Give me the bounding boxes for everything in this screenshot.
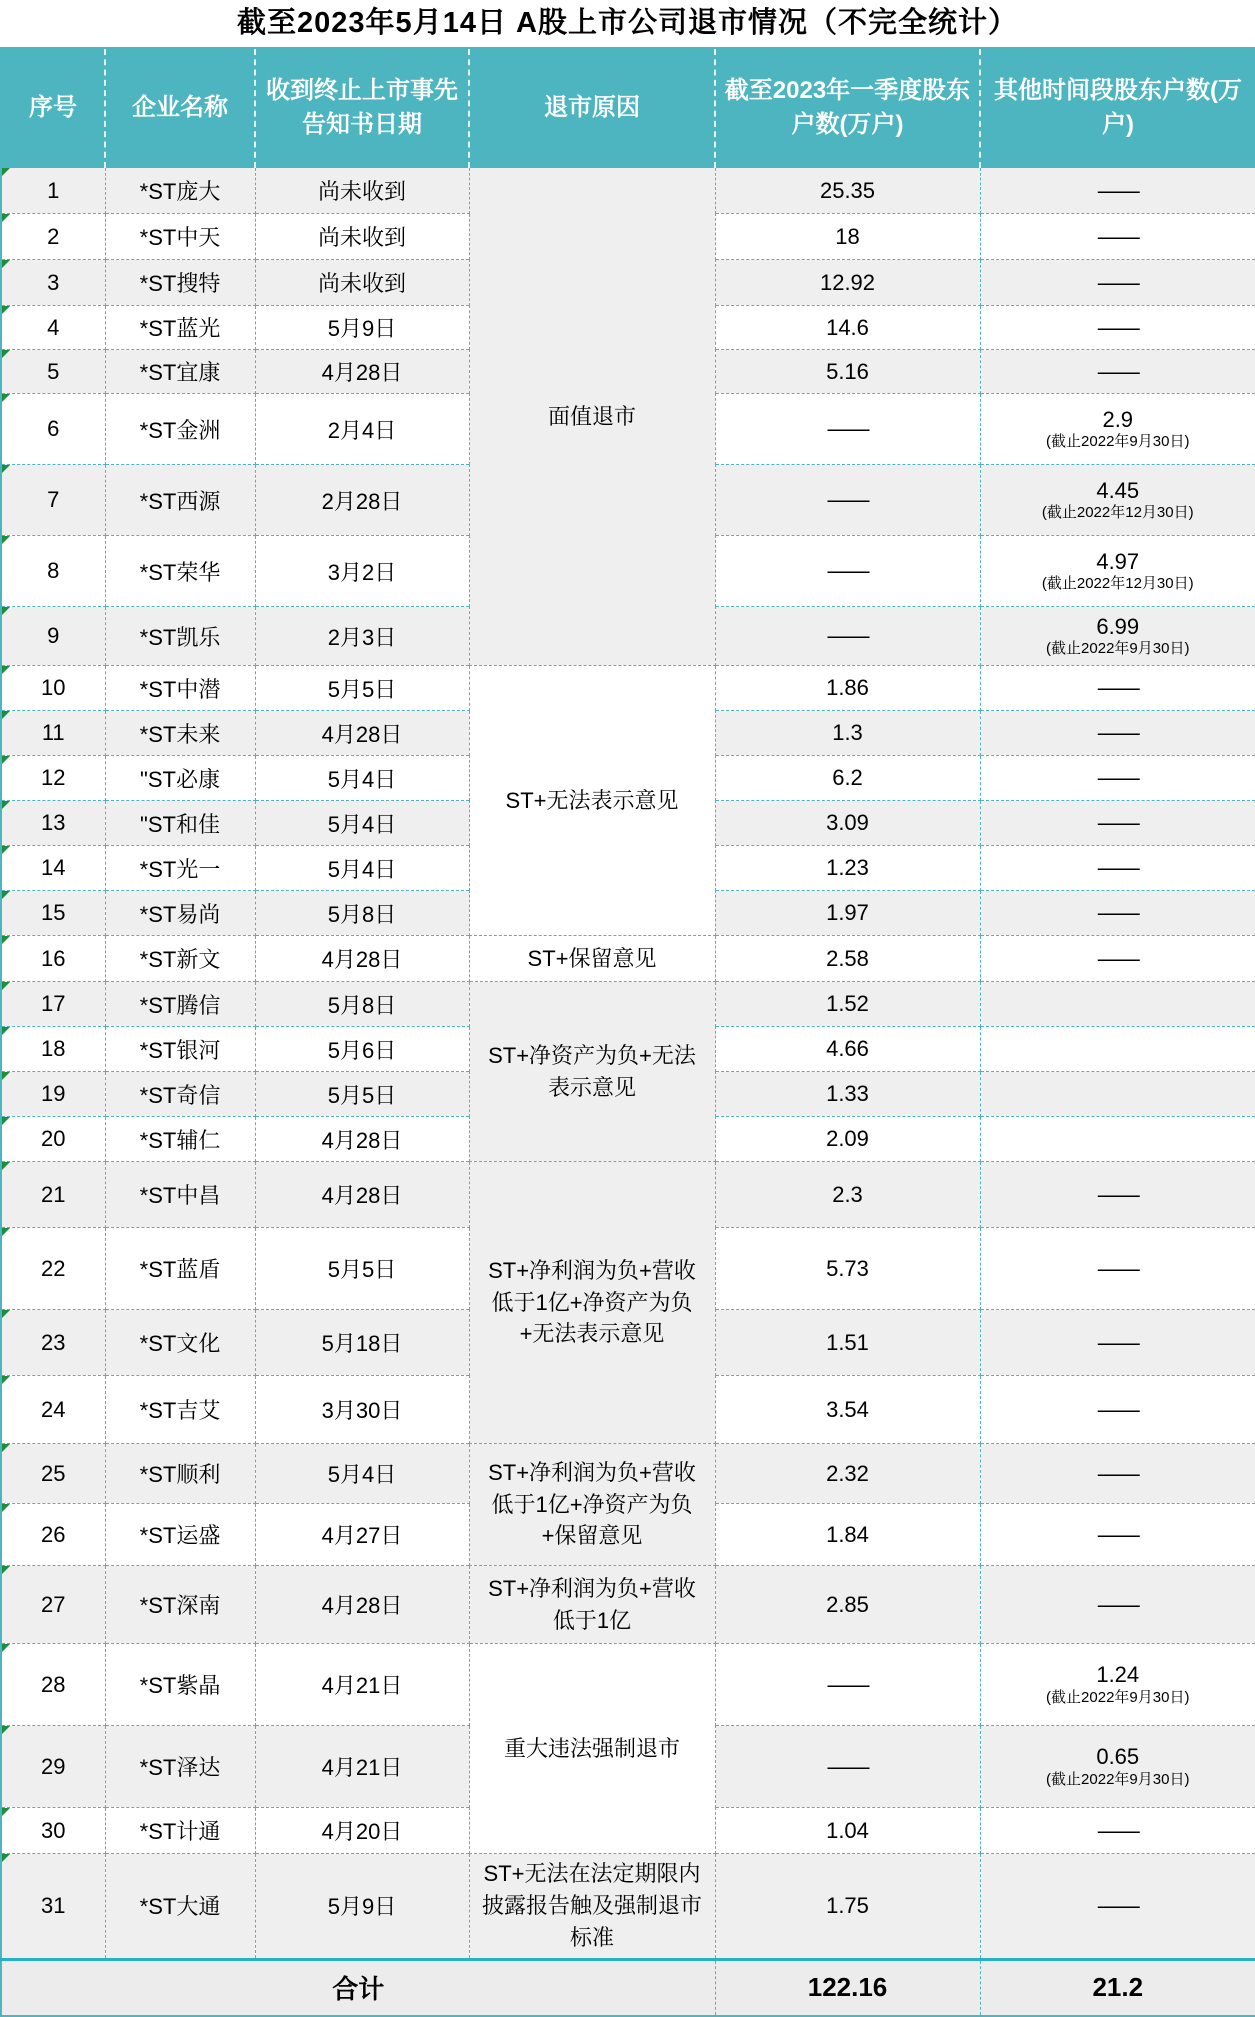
delist-reason-cell[interactable]: ST+净利润为负+营收低于1亿+净资产为负+保留意见 xyxy=(469,1444,715,1566)
notice-date-cell[interactable]: 4月28日 xyxy=(255,711,469,756)
other-period-asof-note: (截止2022年9月30日) xyxy=(1046,1770,1190,1788)
q1-holders-cell[interactable]: 12.92 xyxy=(715,260,980,306)
q1-holders-cell[interactable]: —— xyxy=(715,1644,980,1726)
other-period-holders-cell[interactable]: —— xyxy=(980,1808,1255,1854)
other-period-holders-cell[interactable]: —— xyxy=(980,168,1255,214)
other-period-holders-cell[interactable]: —— xyxy=(980,1504,1255,1566)
company-name-cell[interactable]: *ST庞大 xyxy=(105,168,255,214)
company-name-cell[interactable]: *ST搜特 xyxy=(105,260,255,306)
notice-date-cell[interactable]: 5月5日 xyxy=(255,1228,469,1310)
notice-date-cell[interactable]: 5月18日 xyxy=(255,1310,469,1376)
company-name-cell[interactable]: *ST荣华 xyxy=(105,536,255,607)
company-name-cell[interactable]: *ST顺利 xyxy=(105,1444,255,1504)
company-name-cell[interactable]: *ST易尚 xyxy=(105,891,255,936)
notice-date-cell[interactable]: 5月8日 xyxy=(255,982,469,1027)
other-period-value: 4.45 xyxy=(1096,477,1140,503)
table-row xyxy=(1,1162,1255,1228)
other-period-value: 0.65 xyxy=(1096,1744,1140,1770)
delist-reason-cell[interactable]: ST+净资产为负+无法表示意见 xyxy=(469,982,715,1162)
column-header-index[interactable]: 序号 xyxy=(1,48,105,168)
table-row xyxy=(1,936,1255,982)
other-period-value: 6.99 xyxy=(1096,613,1140,639)
q1-holders-cell[interactable]: 4.66 xyxy=(715,1027,980,1072)
row-index-cell[interactable]: 16 xyxy=(1,936,105,982)
other-period-holders-cell[interactable]: —— xyxy=(980,1376,1255,1444)
row-index-cell[interactable]: 25 xyxy=(1,1444,105,1504)
other-period-holders-cell[interactable]: —— xyxy=(980,1444,1255,1504)
column-header-other-period[interactable]: 其他时间段股东户数(万户) xyxy=(980,48,1255,168)
q1-holders-cell[interactable]: 25.35 xyxy=(715,168,980,214)
row-index-cell[interactable]: 9 xyxy=(1,607,105,666)
table-row xyxy=(1,168,1255,214)
notice-date-cell[interactable]: 4月28日 xyxy=(255,1162,469,1228)
delist-reason-cell[interactable]: ST+净利润为负+营收低于1亿+净资产为负+无法表示意见 xyxy=(469,1162,715,1444)
delist-reason-cell[interactable]: 面值退市 xyxy=(469,168,715,666)
row-index-cell[interactable]: 24 xyxy=(1,1376,105,1444)
row-index-cell[interactable]: 12 xyxy=(1,756,105,801)
notice-date-cell[interactable]: 5月4日 xyxy=(255,1444,469,1504)
notice-date-cell[interactable]: 5月5日 xyxy=(255,1072,469,1117)
table-row xyxy=(1,1566,1255,1644)
other-period-holders-cell[interactable] xyxy=(980,1726,1255,1808)
company-name-cell[interactable]: *ST吉艾 xyxy=(105,1376,255,1444)
notice-date-cell[interactable]: 2月28日 xyxy=(255,465,469,536)
company-name-cell[interactable]: *ST文化 xyxy=(105,1310,255,1376)
q1-holders-cell[interactable]: —— xyxy=(715,607,980,666)
row-index-cell[interactable]: 18 xyxy=(1,1027,105,1072)
other-period-holders-cell[interactable]: —— xyxy=(980,891,1255,936)
delist-reason-cell[interactable]: ST+保留意见 xyxy=(469,936,715,982)
other-period-holders-cell[interactable] xyxy=(980,394,1255,465)
row-index-cell[interactable]: 28 xyxy=(1,1644,105,1726)
table-body xyxy=(1,168,1255,1960)
row-index-cell[interactable]: 8 xyxy=(1,536,105,607)
company-name-cell[interactable]: *ST蓝光 xyxy=(105,306,255,350)
other-period-asof-note: (截止2022年9月30日) xyxy=(1046,1688,1190,1706)
company-name-cell[interactable]: *ST西源 xyxy=(105,465,255,536)
row-index-cell[interactable]: 22 xyxy=(1,1228,105,1310)
other-period-asof-note: (截止2022年12月30日) xyxy=(1041,504,1194,522)
company-name-cell[interactable]: *ST金洲 xyxy=(105,394,255,465)
delist-reason-cell[interactable]: ST+净利润为负+营收低于1亿 xyxy=(469,1566,715,1644)
company-name-cell[interactable]: "ST和佳 xyxy=(105,801,255,846)
other-period-holders-cell[interactable]: —— xyxy=(980,846,1255,891)
other-period-holders-cell[interactable]: —— xyxy=(980,1228,1255,1310)
q1-holders-cell[interactable]: 2.58 xyxy=(715,936,980,982)
other-period-holders-cell[interactable]: —— xyxy=(980,801,1255,846)
row-index-cell[interactable]: 29 xyxy=(1,1726,105,1808)
q1-holders-cell[interactable]: 1.04 xyxy=(715,1808,980,1854)
other-period-asof-note: (截止2022年12月30日) xyxy=(1041,575,1194,593)
other-period-holders-cell[interactable]: —— xyxy=(980,1566,1255,1644)
q1-holders-cell[interactable]: —— xyxy=(715,1726,980,1808)
row-index-cell[interactable]: 6 xyxy=(1,394,105,465)
row-index-cell[interactable]: 26 xyxy=(1,1504,105,1566)
q1-holders-cell[interactable]: 5.16 xyxy=(715,350,980,394)
row-index-cell[interactable]: 5 xyxy=(1,350,105,394)
notice-date-cell[interactable]: 5月4日 xyxy=(255,756,469,801)
table-header xyxy=(1,48,1255,168)
table-row xyxy=(1,666,1255,711)
row-index-cell[interactable]: 10 xyxy=(1,666,105,711)
notice-date-cell[interactable]: 3月2日 xyxy=(255,536,469,607)
company-name-cell[interactable]: *ST中潜 xyxy=(105,666,255,711)
notice-date-cell[interactable]: 5月9日 xyxy=(255,1854,469,1960)
row-index-cell[interactable]: 1 xyxy=(1,168,105,214)
notice-date-cell[interactable]: 4月27日 xyxy=(255,1504,469,1566)
company-name-cell[interactable]: *ST紫晶 xyxy=(105,1644,255,1726)
q1-holders-cell[interactable]: 2.32 xyxy=(715,1444,980,1504)
q1-holders-cell[interactable]: 2.85 xyxy=(715,1566,980,1644)
q1-holders-cell[interactable]: 18 xyxy=(715,214,980,260)
notice-date-cell[interactable]: 5月9日 xyxy=(255,306,469,350)
notice-date-cell[interactable]: 4月28日 xyxy=(255,936,469,982)
q1-holders-cell[interactable]: 1.23 xyxy=(715,846,980,891)
row-index-cell[interactable]: 13 xyxy=(1,801,105,846)
row-index-cell[interactable]: 3 xyxy=(1,260,105,306)
total-other-period[interactable]: 21.2 xyxy=(980,1959,1255,2016)
company-name-cell[interactable]: *ST凯乐 xyxy=(105,607,255,666)
notice-date-cell[interactable]: 5月4日 xyxy=(255,801,469,846)
q1-holders-cell[interactable]: 1.97 xyxy=(715,891,980,936)
page-title: 截至2023年5月14日 A股上市公司退市情况（不完全统计） xyxy=(237,7,1018,39)
other-period-value: 1.24 xyxy=(1096,1662,1140,1688)
company-name-cell[interactable]: *ST新文 xyxy=(105,936,255,982)
table-row xyxy=(1,1854,1255,1960)
other-period-holders-cell[interactable] xyxy=(980,536,1255,607)
table-row xyxy=(1,982,1255,1027)
table-row xyxy=(1,1644,1255,1726)
notice-date-cell[interactable]: 4月21日 xyxy=(255,1644,469,1726)
q1-holders-cell[interactable]: 3.54 xyxy=(715,1376,980,1444)
row-index-cell[interactable]: 21 xyxy=(1,1162,105,1228)
company-name-cell[interactable]: *ST未来 xyxy=(105,711,255,756)
row-index-cell[interactable]: 30 xyxy=(1,1808,105,1854)
table-row xyxy=(1,1444,1255,1504)
total-label[interactable]: 合计 xyxy=(1,1959,715,2016)
other-period-holders-cell[interactable] xyxy=(980,1072,1255,1117)
column-header-company[interactable]: 企业名称 xyxy=(105,48,255,168)
company-name-cell[interactable]: *ST中天 xyxy=(105,214,255,260)
row-index-cell[interactable]: 27 xyxy=(1,1566,105,1644)
other-period-holders-cell[interactable]: —— xyxy=(980,1310,1255,1376)
delist-reason-cell[interactable]: ST+无法表示意见 xyxy=(469,666,715,936)
row-index-cell[interactable]: 14 xyxy=(1,846,105,891)
company-name-cell[interactable]: *ST运盛 xyxy=(105,1504,255,1566)
q1-holders-cell[interactable]: 1.86 xyxy=(715,666,980,711)
row-index-cell[interactable]: 20 xyxy=(1,1117,105,1162)
q1-holders-cell[interactable]: 3.09 xyxy=(715,801,980,846)
company-name-cell[interactable]: *ST辅仁 xyxy=(105,1117,255,1162)
notice-date-cell[interactable]: 2月4日 xyxy=(255,394,469,465)
q1-holders-cell[interactable]: 2.3 xyxy=(715,1162,980,1228)
notice-date-cell[interactable]: 4月21日 xyxy=(255,1726,469,1808)
notice-date-cell[interactable]: 尚未收到 xyxy=(255,260,469,306)
row-index-cell[interactable]: 2 xyxy=(1,214,105,260)
other-period-holders-cell[interactable] xyxy=(980,1027,1255,1072)
total-row xyxy=(1,1959,1255,2016)
notice-date-cell[interactable]: 4月28日 xyxy=(255,1566,469,1644)
other-period-holders-cell[interactable] xyxy=(980,607,1255,666)
notice-date-cell[interactable]: 4月28日 xyxy=(255,350,469,394)
q1-holders-cell[interactable]: 5.73 xyxy=(715,1228,980,1310)
notice-date-cell[interactable]: 尚未收到 xyxy=(255,214,469,260)
other-period-value: 4.97 xyxy=(1096,548,1140,574)
company-name-cell[interactable]: *ST银河 xyxy=(105,1027,255,1072)
row-index-cell[interactable]: 19 xyxy=(1,1072,105,1117)
q1-holders-cell[interactable]: —— xyxy=(715,536,980,607)
q1-holders-cell[interactable]: —— xyxy=(715,394,980,465)
company-name-cell[interactable]: *ST深南 xyxy=(105,1566,255,1644)
column-header-notice-date[interactable]: 收到终止上市事先告知书日期 xyxy=(255,48,469,168)
company-name-cell[interactable]: *ST腾信 xyxy=(105,982,255,1027)
q1-holders-cell[interactable]: 1.84 xyxy=(715,1504,980,1566)
q1-holders-cell[interactable]: 6.2 xyxy=(715,756,980,801)
other-period-holders-cell[interactable]: —— xyxy=(980,756,1255,801)
total-q1-holders[interactable]: 122.16 xyxy=(715,1959,980,2016)
delist-reason-cell[interactable]: 重大违法强制退市 xyxy=(469,1644,715,1854)
notice-date-cell[interactable]: 5月6日 xyxy=(255,1027,469,1072)
q1-holders-cell[interactable]: —— xyxy=(715,465,980,536)
q1-holders-cell[interactable]: 1.33 xyxy=(715,1072,980,1117)
notice-date-cell[interactable]: 4月20日 xyxy=(255,1808,469,1854)
other-period-holders-cell[interactable]: —— xyxy=(980,260,1255,306)
other-period-asof-note: (截止2022年9月30日) xyxy=(1046,433,1190,451)
row-index-cell[interactable]: 11 xyxy=(1,711,105,756)
row-index-cell[interactable]: 7 xyxy=(1,465,105,536)
other-period-holders-cell[interactable]: —— xyxy=(980,306,1255,350)
q1-holders-cell[interactable]: 2.09 xyxy=(715,1117,980,1162)
notice-date-cell[interactable]: 5月5日 xyxy=(255,666,469,711)
row-index-cell[interactable]: 31 xyxy=(1,1854,105,1960)
other-period-holders-cell[interactable]: —— xyxy=(980,350,1255,394)
other-period-holders-cell[interactable]: —— xyxy=(980,711,1255,756)
q1-holders-cell[interactable]: 1.51 xyxy=(715,1310,980,1376)
company-name-cell[interactable]: *ST奇信 xyxy=(105,1072,255,1117)
company-name-cell[interactable]: *ST泽达 xyxy=(105,1726,255,1808)
q1-holders-cell[interactable]: 1.3 xyxy=(715,711,980,756)
other-period-holders-cell[interactable] xyxy=(980,1117,1255,1162)
other-period-asof-note: (截止2022年9月30日) xyxy=(1046,640,1190,658)
company-name-cell[interactable]: "ST必康 xyxy=(105,756,255,801)
company-name-cell[interactable]: *ST计通 xyxy=(105,1808,255,1854)
notice-date-cell[interactable]: 尚未收到 xyxy=(255,168,469,214)
other-period-holders-cell[interactable]: —— xyxy=(980,214,1255,260)
notice-date-cell[interactable]: 4月28日 xyxy=(255,1117,469,1162)
row-index-cell[interactable]: 4 xyxy=(1,306,105,350)
row-index-cell[interactable]: 23 xyxy=(1,1310,105,1376)
q1-holders-cell[interactable]: 1.52 xyxy=(715,982,980,1027)
notice-date-cell[interactable]: 3月30日 xyxy=(255,1376,469,1444)
column-header-reason[interactable]: 退市原因 xyxy=(469,48,715,168)
company-name-cell[interactable]: *ST光一 xyxy=(105,846,255,891)
notice-date-cell[interactable]: 5月4日 xyxy=(255,846,469,891)
other-period-holders-cell[interactable]: —— xyxy=(980,936,1255,982)
other-period-holders-cell[interactable]: —— xyxy=(980,1854,1255,1960)
other-period-holders-cell[interactable]: —— xyxy=(980,666,1255,711)
company-name-cell[interactable]: *ST大通 xyxy=(105,1854,255,1960)
other-period-holders-cell[interactable] xyxy=(980,465,1255,536)
q1-holders-cell[interactable]: 14.6 xyxy=(715,306,980,350)
q1-holders-cell[interactable]: 1.75 xyxy=(715,1854,980,1960)
company-name-cell[interactable]: *ST中昌 xyxy=(105,1162,255,1228)
other-period-holders-cell[interactable] xyxy=(980,1644,1255,1726)
table-footer xyxy=(1,1959,1255,2016)
header-row xyxy=(1,48,1255,168)
delisting-table xyxy=(0,47,1255,2017)
row-index-cell[interactable]: 15 xyxy=(1,891,105,936)
notice-date-cell[interactable]: 2月3日 xyxy=(255,607,469,666)
company-name-cell[interactable]: *ST蓝盾 xyxy=(105,1228,255,1310)
delist-reason-cell[interactable]: ST+无法在法定期限内披露报告触及强制退市标准 xyxy=(469,1854,715,1960)
other-period-holders-cell[interactable]: —— xyxy=(980,1162,1255,1228)
row-index-cell[interactable]: 17 xyxy=(1,982,105,1027)
notice-date-cell[interactable]: 5月8日 xyxy=(255,891,469,936)
company-name-cell[interactable]: *ST宜康 xyxy=(105,350,255,394)
column-header-q1-holders[interactable]: 截至2023年一季度股东户数(万户) xyxy=(715,48,980,168)
other-period-holders-cell[interactable] xyxy=(980,982,1255,1027)
other-period-value: 2.9 xyxy=(1102,406,1134,432)
